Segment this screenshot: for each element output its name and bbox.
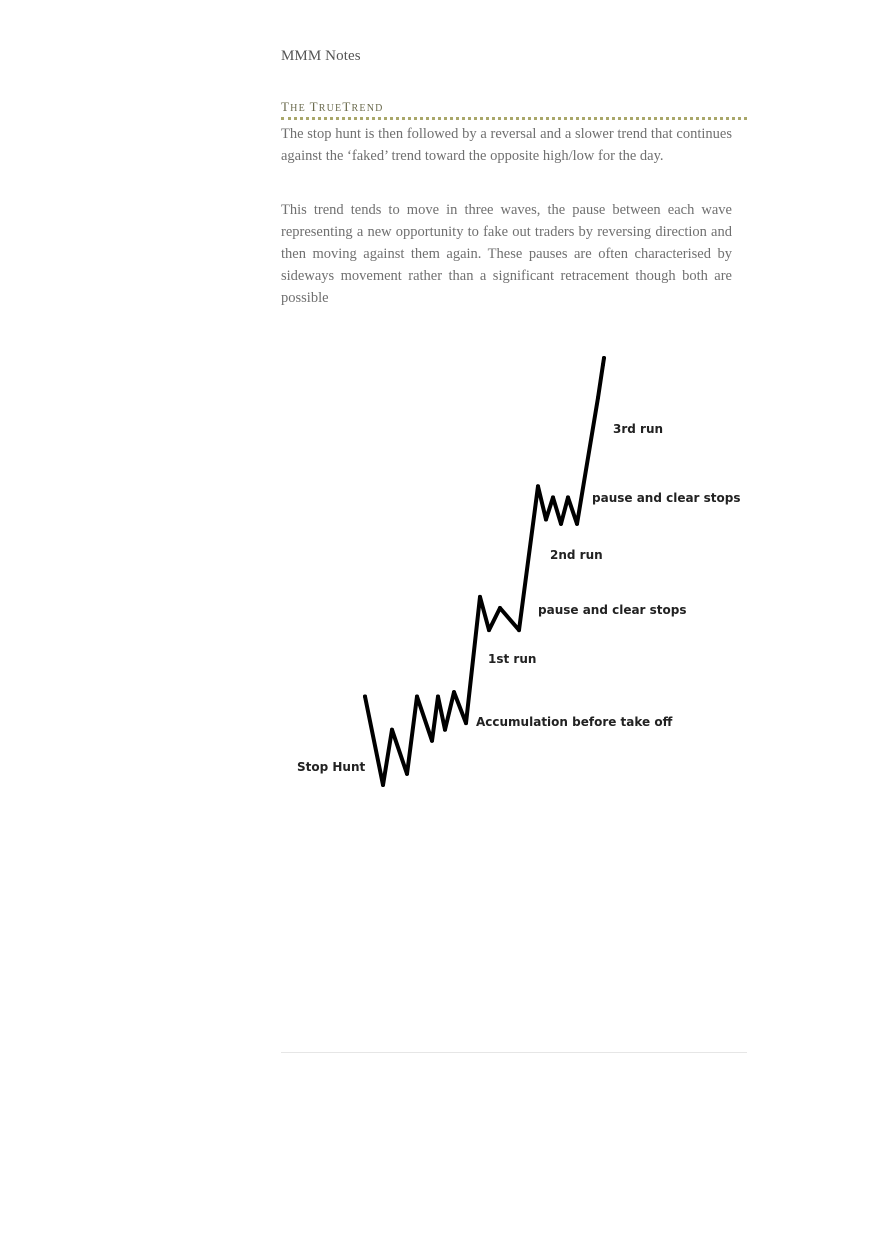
price-point — [596, 396, 600, 400]
heading-letter: T — [309, 99, 319, 114]
label-2nd-run: 2nd run — [550, 548, 603, 562]
paragraph-stop-hunt-reversal: The stop hunt is then followed by a reversal and a slower trend that continues against the ‘faked’ trend toward the opposite high/low for the day. — [281, 126, 732, 164]
heading-part: RUE — [318, 103, 343, 114]
price-point — [602, 356, 606, 360]
price-point — [443, 728, 447, 732]
paragraph-three-waves: This trend tends to move in three waves, the pause between each wave representing a new opportunity to fake out traders by reversing direction and then moving against them again. These pauses are often characterised by sideways movement rather than a significant retracement though both are possible — [281, 202, 732, 306]
price-point — [498, 606, 502, 610]
label-accumulation: Accumulation before take off — [476, 715, 673, 729]
price-point — [544, 518, 548, 522]
heading-part: REND — [351, 103, 384, 114]
price-point — [464, 721, 468, 725]
price-point — [436, 695, 440, 699]
document-header-title: MMM Notes — [281, 48, 361, 64]
price-line — [365, 358, 604, 785]
price-point — [575, 522, 579, 526]
price-point — [536, 484, 540, 488]
label-pause-clear-stops-lower: pause and clear stops — [538, 603, 687, 617]
label-3rd-run: 3rd run — [613, 422, 664, 436]
price-point — [430, 739, 434, 743]
price-point — [415, 695, 419, 699]
price-point — [452, 690, 456, 694]
section-heading — [281, 100, 747, 120]
label-stop-hunt: Stop Hunt — [297, 760, 366, 774]
heading-letter: T — [281, 99, 291, 114]
price-point — [405, 772, 409, 776]
price-point — [363, 695, 367, 699]
price-point — [601, 363, 605, 367]
price-point — [517, 628, 521, 632]
price-point — [566, 495, 570, 499]
price-point — [478, 595, 482, 599]
price-point — [487, 628, 491, 632]
price-point — [551, 495, 555, 499]
price-point — [381, 783, 385, 787]
label-1st-run: 1st run — [488, 652, 537, 666]
heading-letter: T — [342, 99, 352, 114]
price-point — [390, 728, 394, 732]
price-point — [559, 522, 563, 526]
label-pause-clear-stops-upper: pause and clear stops — [592, 491, 741, 505]
footer-divider — [281, 1052, 747, 1053]
heading-part: HE — [290, 103, 310, 114]
price-points — [363, 356, 606, 787]
